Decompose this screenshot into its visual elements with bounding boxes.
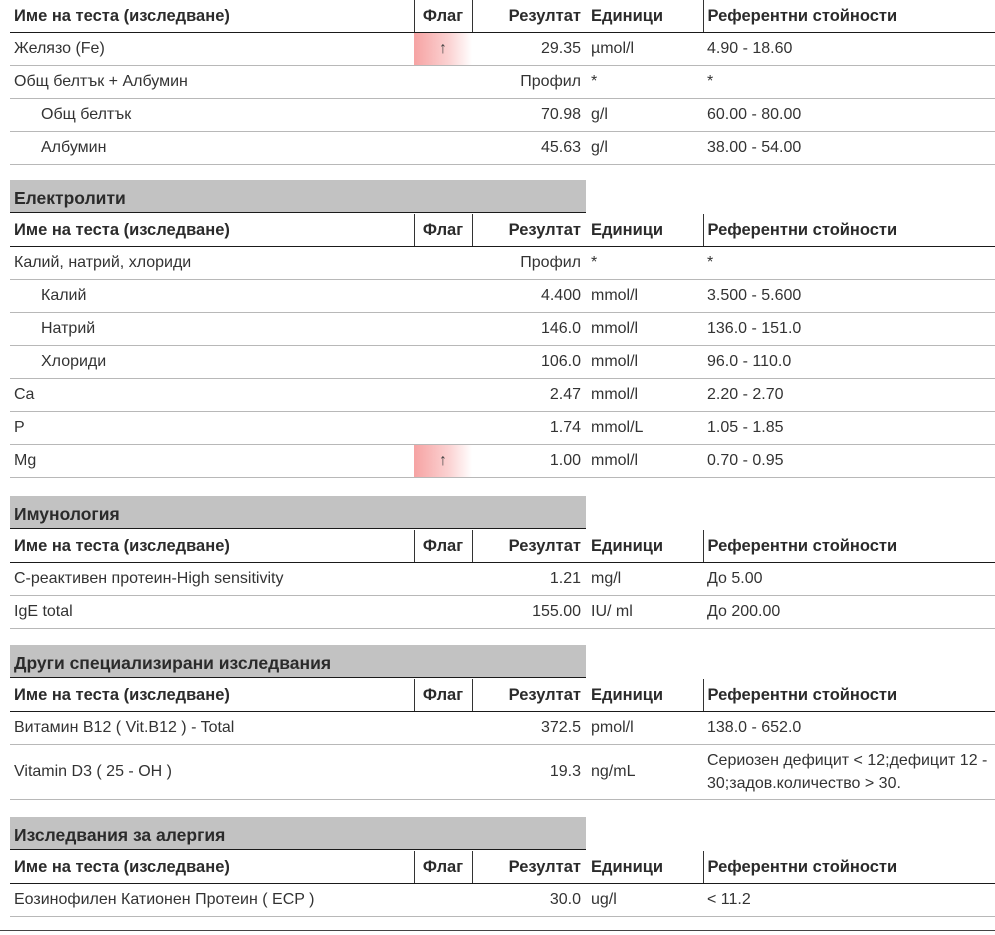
table-header (10, 214, 995, 247)
header-test-name: Име на теста (изследване) (10, 851, 414, 884)
test-name: Калий, натрий, хлориди (10, 247, 414, 280)
test-name: Албумин (10, 132, 414, 165)
test-unit: pmol/l (587, 712, 703, 745)
header-reference: Референтни стойности (703, 851, 995, 884)
test-unit: mmol/l (587, 280, 703, 313)
header-units: Единици (587, 530, 703, 563)
test-unit: * (587, 247, 703, 280)
test-result: 1.00 (472, 445, 587, 478)
table-row (10, 445, 995, 478)
section-title-immunology: Имунология (10, 496, 586, 529)
table-row (10, 132, 995, 165)
test-flag (414, 247, 472, 280)
header-result: Резултат (472, 214, 587, 247)
section-title-specialized: Други специализирани изследвания (10, 645, 586, 678)
test-result: 70.98 (472, 99, 587, 132)
test-flag (414, 563, 472, 596)
test-name: Ca (10, 379, 414, 412)
test-flag (414, 412, 472, 445)
test-result: 1.21 (472, 563, 587, 596)
test-name: Хлориди (10, 346, 414, 379)
test-flag (414, 313, 472, 346)
test-unit: * (587, 66, 703, 99)
test-unit: IU/ ml (587, 596, 703, 629)
table-row (10, 313, 995, 346)
test-unit: mmol/L (587, 412, 703, 445)
header-result: Резултат (472, 851, 587, 884)
test-result: Профил (472, 247, 587, 280)
test-result: 19.3 (472, 745, 587, 800)
table-row (10, 33, 995, 66)
test-unit: mmol/l (587, 445, 703, 478)
table-row (10, 884, 995, 917)
test-result: Профил (472, 66, 587, 99)
test-reference: 0.70 - 0.95 (703, 445, 995, 478)
test-unit: mg/l (587, 563, 703, 596)
test-result: 1.74 (472, 412, 587, 445)
table-row (10, 563, 995, 596)
test-flag (414, 66, 472, 99)
header-units: Единици (587, 679, 703, 712)
table-row (10, 280, 995, 313)
test-reference: До 5.00 (703, 563, 995, 596)
test-unit: g/l (587, 132, 703, 165)
results-table-electrolytes (10, 214, 995, 478)
test-reference: Сериозен дефицит < 12;дефицит 12 - 30;задов.количество > 30. (703, 745, 995, 800)
table-row (10, 596, 995, 629)
test-name: P (10, 412, 414, 445)
table-row (10, 412, 995, 445)
header-flag: Флаг (414, 679, 472, 712)
header-units: Единици (587, 0, 703, 33)
section-title-electrolytes: Електролити (10, 180, 586, 213)
section-title-allergy: Изследвания за алергия (10, 817, 586, 850)
header-units: Единици (587, 851, 703, 884)
test-result: 146.0 (472, 313, 587, 346)
test-result: 45.63 (472, 132, 587, 165)
results-table-immunology (10, 530, 995, 629)
header-flag: Флаг (414, 851, 472, 884)
test-unit: mmol/l (587, 313, 703, 346)
test-flag (414, 346, 472, 379)
table-row (10, 99, 995, 132)
test-result: 372.5 (472, 712, 587, 745)
header-units: Единици (587, 214, 703, 247)
page-bottom-divider (0, 930, 995, 931)
test-unit: µmol/l (587, 33, 703, 66)
test-name: Общ белтък (10, 99, 414, 132)
test-name: C-реактивен протеин-High sensitivity (10, 563, 414, 596)
test-reference: 60.00 - 80.00 (703, 99, 995, 132)
test-result: 2.47 (472, 379, 587, 412)
test-reference: < 11.2 (703, 884, 995, 917)
test-reference: 38.00 - 54.00 (703, 132, 995, 165)
test-name: IgE total (10, 596, 414, 629)
test-name: Mg (10, 445, 414, 478)
header-test-name: Име на теста (изследване) (10, 214, 414, 247)
test-unit: mmol/l (587, 379, 703, 412)
test-reference: * (703, 66, 995, 99)
results-table-specialized (10, 679, 995, 800)
header-test-name: Име на теста (изследване) (10, 530, 414, 563)
table-header (10, 0, 995, 33)
header-reference: Референтни стойности (703, 530, 995, 563)
test-result: 30.0 (472, 884, 587, 917)
test-flag (414, 712, 472, 745)
table-row (10, 745, 995, 800)
flag-high-arrow-icon: ↑ (414, 33, 472, 66)
test-flag (414, 596, 472, 629)
header-flag: Флаг (414, 530, 472, 563)
table-row (10, 247, 995, 280)
test-reference: * (703, 247, 995, 280)
test-name: Общ белтък + Албумин (10, 66, 414, 99)
header-reference: Референтни стойности (703, 679, 995, 712)
test-result: 4.400 (472, 280, 587, 313)
test-reference: 4.90 - 18.60 (703, 33, 995, 66)
test-reference: 2.20 - 2.70 (703, 379, 995, 412)
test-name: Еозинофилен Катионен Протеин ( ECP ) (10, 884, 414, 917)
test-name: Натрий (10, 313, 414, 346)
test-unit: mmol/l (587, 346, 703, 379)
test-result: 29.35 (472, 33, 587, 66)
header-flag: Флаг (414, 0, 472, 33)
test-unit: ug/l (587, 884, 703, 917)
table-row (10, 712, 995, 745)
test-unit: ng/mL (587, 745, 703, 800)
results-table-general (10, 0, 995, 165)
test-name: Калий (10, 280, 414, 313)
test-name: Желязо (Fe) (10, 33, 414, 66)
header-test-name: Име на теста (изследване) (10, 0, 414, 33)
header-result: Резултат (472, 530, 587, 563)
test-reference: 1.05 - 1.85 (703, 412, 995, 445)
test-reference: 3.500 - 5.600 (703, 280, 995, 313)
header-test-name: Име на теста (изследване) (10, 679, 414, 712)
test-flag (414, 99, 472, 132)
header-result: Резултат (472, 679, 587, 712)
table-row (10, 66, 995, 99)
test-flag (414, 884, 472, 917)
test-reference: 138.0 - 652.0 (703, 712, 995, 745)
header-flag: Флаг (414, 214, 472, 247)
header-reference: Референтни стойности (703, 214, 995, 247)
test-flag (414, 379, 472, 412)
table-row (10, 346, 995, 379)
test-name: Vitamin D3 ( 25 - OH ) (10, 745, 414, 800)
test-flag (414, 745, 472, 800)
test-result: 106.0 (472, 346, 587, 379)
flag-high-arrow-icon: ↑ (414, 445, 472, 478)
table-row (10, 379, 995, 412)
test-result: 155.00 (472, 596, 587, 629)
test-reference: 96.0 - 110.0 (703, 346, 995, 379)
table-header (10, 851, 995, 884)
test-flag (414, 280, 472, 313)
test-flag (414, 132, 472, 165)
test-reference: 136.0 - 151.0 (703, 313, 995, 346)
table-header (10, 679, 995, 712)
test-unit: g/l (587, 99, 703, 132)
test-name: Витамин B12 ( Vit.B12 ) - Total (10, 712, 414, 745)
table-header (10, 530, 995, 563)
header-result: Резултат (472, 0, 587, 33)
header-reference: Референтни стойности (703, 0, 995, 33)
test-reference: До 200.00 (703, 596, 995, 629)
results-table-allergy (10, 851, 995, 917)
